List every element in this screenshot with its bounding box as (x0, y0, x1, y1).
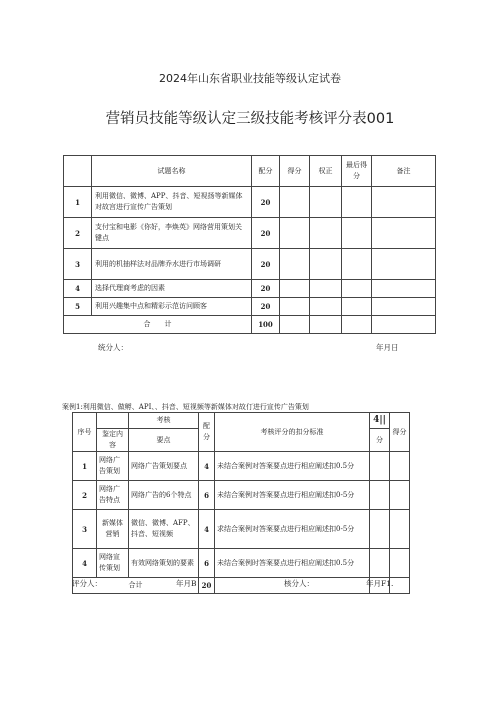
row-deduct-cell (370, 510, 390, 549)
row-standard: 求结合案例对答案要点进行相应阐述扣0-5分 (215, 510, 370, 549)
row-content: 网络广告策划 (97, 452, 129, 481)
row-no: 3 (64, 249, 92, 280)
row-no: 2 (64, 218, 92, 249)
row-standard: 未结合案例对答案要点进行相应阐述扣0-5分 (215, 481, 370, 510)
row-standard: 未结合案例对答案要点进行相应阐述扣0.5分 (215, 452, 370, 481)
table-row (64, 218, 436, 249)
row-point: 微信、微博、AFP、抖音、短视频 (129, 510, 199, 549)
row-point: 有效网络策划的要素 (129, 549, 199, 578)
row-final-cell (342, 249, 372, 280)
row-remarks-cell (372, 187, 436, 218)
row-score-cell (390, 510, 410, 549)
row-name: 支付宝和电影《你好，李焕英》网络营用策划关键点 (92, 218, 252, 249)
table-row (64, 280, 436, 298)
header-remarks: 备注 (372, 156, 436, 187)
header-deduct-bottom: 分 (370, 429, 390, 452)
table-row (64, 298, 436, 316)
row-score-cell (390, 549, 410, 578)
header-points: 配分 (252, 156, 280, 187)
row-deduct-cell (370, 452, 390, 481)
row-no: 1 (64, 187, 92, 218)
row-weight-cell (310, 218, 342, 249)
table-row (73, 481, 410, 510)
row-score-cell (280, 187, 310, 218)
row-remarks-cell (372, 298, 436, 316)
row-score-cell (280, 298, 310, 316)
header-alloc: 配分 (199, 413, 215, 452)
row-alloc: 6 (199, 549, 215, 578)
table-row (73, 549, 410, 578)
case-total-alloc: 20 (199, 578, 215, 594)
case-header-row (73, 413, 410, 429)
row-name: 利用兴趣集中点和精彩示范访问顾客 (92, 298, 252, 316)
header-content-blank (97, 413, 129, 429)
row-standard: 未结合案例时答案要点进行相应阐述扣0.5分 (215, 549, 370, 578)
row-content: 网络广告特点 (97, 481, 129, 510)
row-name: 利用微信、微博、APP、抖音、短视扬等新媒体对故宫进行宣传广告策划 (92, 187, 252, 218)
case-total-row (73, 578, 410, 594)
row-score-cell (280, 218, 310, 249)
row-points: 20 (252, 187, 280, 218)
case-title: 案例1:利用微信、做孵、API、、抖音、短视频等新媒体对故仃进行宣传广告策划 (62, 403, 309, 411)
rater-signature-label: 评分人： (72, 579, 102, 588)
rater-date-label: 年月B (176, 579, 197, 588)
row-no: 1 (73, 452, 97, 481)
row-score-cell (390, 481, 410, 510)
header-points-bottom: 要点 (129, 429, 199, 452)
form-title: 营销员技能等级认定三级技能考核评分表001 (105, 111, 395, 127)
total-label: 合 计 (64, 316, 252, 334)
header-weight: 权正 (310, 156, 342, 187)
row-remarks-cell (372, 280, 436, 298)
total-score-cell (280, 316, 310, 334)
score-table-header (64, 156, 436, 187)
row-points: 20 (252, 218, 280, 249)
case-scoring-table (72, 412, 410, 594)
table-row (73, 452, 410, 481)
row-content: 新媒体营销 (97, 510, 129, 549)
checker-date-label: 年月F1. (366, 579, 394, 588)
checker-signature-label: 核分人： (284, 579, 314, 588)
row-weight-cell (310, 280, 342, 298)
row-no: 4 (73, 549, 97, 578)
header-final-score: 最后得分 (342, 156, 372, 187)
row-alloc: 4 (199, 452, 215, 481)
row-alloc: 6 (199, 481, 215, 510)
row-final-cell (342, 298, 372, 316)
header-score: 得分 (280, 156, 310, 187)
header-deduct-top: 4|| (370, 413, 390, 429)
row-no: 4 (64, 280, 92, 298)
header-name: 试题名称 (92, 156, 252, 187)
header-no (64, 156, 92, 187)
row-weight-cell (310, 298, 342, 316)
table-row (73, 510, 410, 549)
header-points-top: 考核 (129, 413, 199, 429)
row-weight-cell (310, 187, 342, 218)
row-score-cell (280, 280, 310, 298)
table-row (64, 249, 436, 280)
row-deduct-cell (370, 549, 390, 578)
row-weight-cell (310, 249, 342, 280)
row-points: 20 (252, 298, 280, 316)
case-total-label: 合计 (73, 578, 199, 594)
row-final-cell (342, 218, 372, 249)
total-row (64, 316, 436, 334)
row-score-cell (390, 452, 410, 481)
row-score-cell (280, 249, 310, 280)
row-content: 网络宣传策划 (97, 549, 129, 578)
row-points: 20 (252, 249, 280, 280)
header-standard: 考核评分的扣分标准 (215, 413, 370, 452)
row-point: 网络广告的6个特点 (129, 481, 199, 510)
row-point: 网络广告策划要点 (129, 452, 199, 481)
exam-title: 2024年山东省职业技能等级认定试卷 (159, 72, 341, 85)
tally-signature-label: 统分人： (98, 343, 128, 352)
total-final-cell (342, 316, 372, 334)
row-name: 利用的机抽样法对品牌乔水进行市场调研 (92, 249, 252, 280)
total-remarks-cell (372, 316, 436, 334)
tally-date-label: 年月日 (376, 343, 399, 352)
table-row (64, 187, 436, 218)
row-no: 3 (73, 510, 97, 549)
row-points: 20 (252, 280, 280, 298)
score-table (63, 155, 436, 334)
row-final-cell (342, 280, 372, 298)
row-alloc: 4 (199, 510, 215, 549)
row-final-cell (342, 187, 372, 218)
row-no: 5 (64, 298, 92, 316)
total-weight-cell (310, 316, 342, 334)
row-name: 选择代理商考虑的因素 (92, 280, 252, 298)
row-remarks-cell (372, 249, 436, 280)
header-score: 得分 (390, 413, 410, 452)
header-content: 鉴定内容 (97, 429, 129, 452)
row-deduct-cell (370, 481, 390, 510)
row-remarks-cell (372, 218, 436, 249)
row-no: 2 (73, 481, 97, 510)
header-no: 序号 (73, 413, 97, 452)
total-points: 100 (252, 316, 280, 334)
